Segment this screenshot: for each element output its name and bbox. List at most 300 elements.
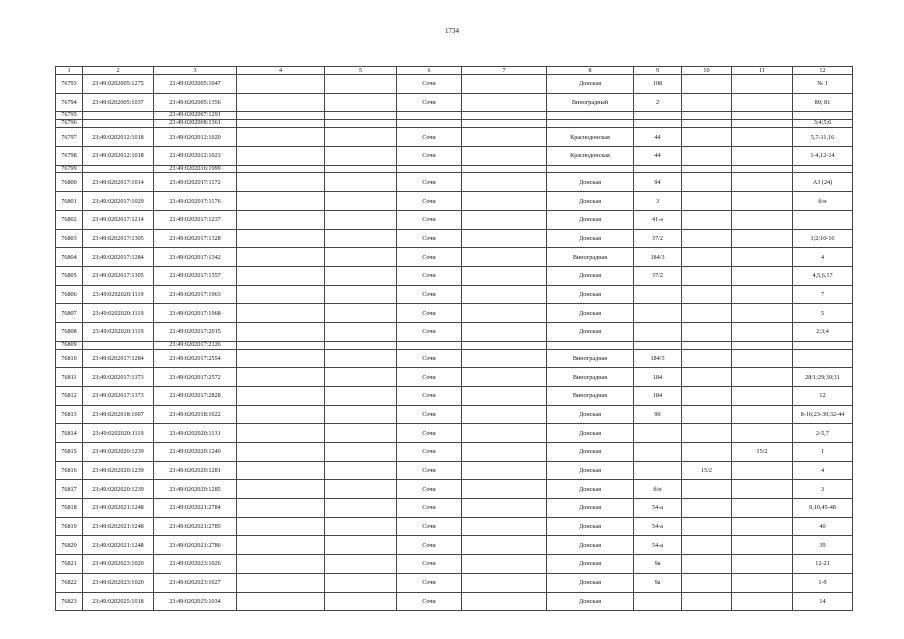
column-header: 3 [154, 67, 237, 75]
cadastral-number-cell: 23:49:0202005:1047 [154, 75, 237, 94]
column-header: 9 [634, 67, 682, 75]
column-11-cell [732, 285, 793, 304]
column-11-cell [732, 210, 793, 229]
street-cell [547, 341, 634, 349]
city-cell: Сочи [397, 93, 462, 112]
city-cell: Сочи [397, 322, 462, 341]
column-7-cell [462, 349, 547, 368]
street-cell: Донская [547, 322, 634, 341]
column-10-cell [682, 536, 732, 555]
premises-numbers-cell: 1 [793, 443, 853, 462]
house-number-cell: 184 [634, 386, 682, 405]
house-number-cell: 9а [634, 555, 682, 574]
column-10-cell [682, 146, 732, 165]
column-10-cell [682, 210, 732, 229]
city-cell: Сочи [397, 424, 462, 443]
house-number-cell [634, 443, 682, 462]
table-row [56, 120, 853, 128]
table-row [56, 424, 853, 443]
street-cell: Донская [547, 304, 634, 323]
column-11-cell [732, 248, 793, 267]
parent-cadastral-number-cell: 23:49:0202021:1248 [83, 499, 154, 518]
column-11-cell [732, 266, 793, 285]
row-number-cell: 76810 [56, 349, 83, 368]
column-5-cell [325, 405, 397, 424]
column-number-row [56, 67, 853, 75]
premises-numbers-cell: 12-21 [793, 555, 853, 574]
column-5-cell [325, 536, 397, 555]
row-number-cell: 76811 [56, 368, 83, 387]
row-number-cell: 76808 [56, 322, 83, 341]
column-10-cell [682, 592, 732, 611]
column-5-cell [325, 480, 397, 499]
column-11-cell [732, 424, 793, 443]
row-number-cell: 76796 [56, 120, 83, 128]
parent-cadastral-number-cell: 23:49:0202012:1018 [83, 128, 154, 147]
street-cell: Донская [547, 405, 634, 424]
column-4-cell [237, 555, 325, 574]
table-row [56, 112, 853, 120]
column-10-cell [682, 120, 732, 128]
column-header: 7 [462, 67, 547, 75]
house-number-cell [634, 592, 682, 611]
house-number-cell: 108 [634, 75, 682, 94]
column-4-cell [237, 192, 325, 211]
column-10-cell [682, 443, 732, 462]
city-cell: Сочи [397, 443, 462, 462]
city-cell: Сочи [397, 285, 462, 304]
column-11-cell [732, 405, 793, 424]
row-number-cell: 76821 [56, 555, 83, 574]
column-11-cell [732, 112, 793, 120]
city-cell: Сочи [397, 266, 462, 285]
street-cell: Виноградная [547, 386, 634, 405]
cadastral-number-cell: 23:49:0202007:1291 [154, 112, 237, 120]
street-cell: Донская [547, 461, 634, 480]
table-row [56, 386, 853, 405]
parent-cadastral-number-cell: 23:49:0202017:1284 [83, 349, 154, 368]
cadastral-number-cell: 23:49:0202020:1131 [154, 424, 237, 443]
house-number-cell: б/н [634, 480, 682, 499]
premises-numbers-cell: б/н [793, 192, 853, 211]
column-7-cell [462, 592, 547, 611]
table-row [56, 480, 853, 499]
row-number-cell: 76819 [56, 517, 83, 536]
city-cell [397, 120, 462, 128]
column-4-cell [237, 443, 325, 462]
cadastral-number-cell: 23:49:0202017:1963 [154, 285, 237, 304]
parent-cadastral-number-cell: 23:49:0202017:1014 [83, 173, 154, 192]
column-5-cell [325, 424, 397, 443]
column-5-cell [325, 349, 397, 368]
row-number-cell: 76820 [56, 536, 83, 555]
column-4-cell [237, 499, 325, 518]
row-number-cell: 76809 [56, 341, 83, 349]
column-5-cell [325, 341, 397, 349]
column-10-cell [682, 386, 732, 405]
house-number-cell: 54-а [634, 536, 682, 555]
premises-numbers-cell: 8-16;23-30;32-44 [793, 405, 853, 424]
premises-numbers-cell: 9,10,45-48 [793, 499, 853, 518]
column-11-cell [732, 517, 793, 536]
column-10-cell [682, 248, 732, 267]
column-4-cell [237, 120, 325, 128]
house-number-cell: 184 [634, 368, 682, 387]
table-row [56, 210, 853, 229]
cadastral-number-cell: 23:49:0202021:2785 [154, 517, 237, 536]
column-10-cell [682, 229, 732, 248]
column-5-cell [325, 128, 397, 147]
cadastral-number-cell: 23:49:0202017:1328 [154, 229, 237, 248]
cadastral-number-cell: 23:49:0202020:1285 [154, 480, 237, 499]
row-number-cell: 76814 [56, 424, 83, 443]
premises-numbers-cell: 5 [793, 304, 853, 323]
table-row [56, 93, 853, 112]
column-5-cell [325, 165, 397, 173]
row-number-cell: 76798 [56, 146, 83, 165]
parent-cadastral-number-cell: 23:49:0202020:1119 [83, 304, 154, 323]
column-4-cell [237, 349, 325, 368]
column-10-cell [682, 573, 732, 592]
city-cell [397, 165, 462, 173]
parent-cadastral-number-cell: 23:49:0202025:1018 [83, 592, 154, 611]
column-5-cell [325, 120, 397, 128]
parent-cadastral-number-cell: 23:49:0202021:1248 [83, 536, 154, 555]
premises-numbers-cell: 80; 81 [793, 93, 853, 112]
column-10-cell: 15/2 [682, 461, 732, 480]
column-5-cell [325, 555, 397, 574]
premises-numbers-cell: 4 [793, 461, 853, 480]
premises-numbers-cell [793, 341, 853, 349]
column-10-cell [682, 192, 732, 211]
column-header: 4 [237, 67, 325, 75]
street-cell: Донская [547, 499, 634, 518]
premises-numbers-cell: 39 [793, 536, 853, 555]
column-11-cell [732, 536, 793, 555]
house-number-cell: 37/2 [634, 266, 682, 285]
column-7-cell [462, 461, 547, 480]
street-cell: Донская [547, 266, 634, 285]
column-11-cell [732, 499, 793, 518]
city-cell: Сочи [397, 210, 462, 229]
parent-cadastral-number-cell: 23:49:0202020:1119 [83, 424, 154, 443]
street-cell: Донская [547, 573, 634, 592]
house-number-cell [634, 285, 682, 304]
column-7-cell [462, 93, 547, 112]
premises-numbers-cell [793, 349, 853, 368]
row-number-cell: 76813 [56, 405, 83, 424]
column-4-cell [237, 304, 325, 323]
row-number-cell: 76806 [56, 285, 83, 304]
parent-cadastral-number-cell: 23:49:0202021:1248 [83, 517, 154, 536]
city-cell: Сочи [397, 349, 462, 368]
column-7-cell [462, 146, 547, 165]
column-10-cell [682, 517, 732, 536]
column-7-cell [462, 304, 547, 323]
column-11-cell [732, 349, 793, 368]
house-number-cell [634, 304, 682, 323]
parent-cadastral-number-cell [83, 165, 154, 173]
parent-cadastral-number-cell: 23:49:0202017:1373 [83, 368, 154, 387]
column-7-cell [462, 368, 547, 387]
street-cell: Донская [547, 480, 634, 499]
cadastral-number-cell: 23:49:0202017:1172 [154, 173, 237, 192]
column-5-cell [325, 146, 397, 165]
column-4-cell [237, 266, 325, 285]
house-number-cell: 184/3 [634, 248, 682, 267]
table-row [56, 592, 853, 611]
street-cell: Донская [547, 517, 634, 536]
city-cell: Сочи [397, 304, 462, 323]
column-11-cell [732, 573, 793, 592]
column-4-cell [237, 341, 325, 349]
table-row [56, 304, 853, 323]
column-7-cell [462, 443, 547, 462]
column-10-cell [682, 112, 732, 120]
table-row [56, 499, 853, 518]
column-header: 8 [547, 67, 634, 75]
row-number-cell: 76812 [56, 386, 83, 405]
column-7-cell [462, 341, 547, 349]
table-row [56, 229, 853, 248]
street-cell: Донская [547, 229, 634, 248]
column-4-cell [237, 165, 325, 173]
table-row [56, 266, 853, 285]
parent-cadastral-number-cell: 23:49:0202017:1284 [83, 248, 154, 267]
city-cell: Сочи [397, 405, 462, 424]
column-11-cell [732, 75, 793, 94]
column-11-cell [732, 480, 793, 499]
column-header: 12 [793, 67, 853, 75]
table-row [56, 536, 853, 555]
column-7-cell [462, 266, 547, 285]
column-4-cell [237, 322, 325, 341]
row-number-cell: 76816 [56, 461, 83, 480]
table-row [56, 405, 853, 424]
column-7-cell [462, 75, 547, 94]
column-header: 6 [397, 67, 462, 75]
parent-cadastral-number-cell: 23:49:0202017:1305 [83, 229, 154, 248]
column-7-cell [462, 173, 547, 192]
city-cell [397, 112, 462, 120]
city-cell: Сочи [397, 386, 462, 405]
column-4-cell [237, 368, 325, 387]
parent-cadastral-number-cell: 23:49:0202018:1007 [83, 405, 154, 424]
column-10-cell [682, 555, 732, 574]
table-row [56, 322, 853, 341]
street-cell: Донская [547, 173, 634, 192]
cadastral-number-cell: 23:49:0202017:2828 [154, 386, 237, 405]
cadastral-number-cell: 23:49:0202008:1361 [154, 120, 237, 128]
city-cell: Сочи [397, 192, 462, 211]
row-number-cell: 76803 [56, 229, 83, 248]
premises-numbers-cell: 4 [793, 248, 853, 267]
column-10-cell [682, 75, 732, 94]
column-4-cell [237, 592, 325, 611]
row-number-cell: 76818 [56, 499, 83, 518]
parent-cadastral-number-cell: 23:49:0202017:1373 [83, 386, 154, 405]
cadastral-number-cell: 23:49:0202016:1999 [154, 165, 237, 173]
premises-numbers-cell: № 1 [793, 75, 853, 94]
premises-numbers-cell: А3 (24) [793, 173, 853, 192]
column-5-cell [325, 592, 397, 611]
row-number-cell: 76793 [56, 75, 83, 94]
table-row [56, 192, 853, 211]
row-number-cell: 76822 [56, 573, 83, 592]
parent-cadastral-number-cell: 23:49:0202023:1020 [83, 555, 154, 574]
column-4-cell [237, 229, 325, 248]
column-11-cell [732, 173, 793, 192]
column-4-cell [237, 248, 325, 267]
column-header: 10 [682, 67, 732, 75]
cadastral-number-cell: 23:49:0202005:1356 [154, 93, 237, 112]
column-10-cell [682, 405, 732, 424]
parent-cadastral-number-cell: 23:49:0202020:1119 [83, 285, 154, 304]
column-7-cell [462, 424, 547, 443]
table-row [56, 165, 853, 173]
street-cell [547, 165, 634, 173]
house-number-cell [634, 165, 682, 173]
house-number-cell: 54-а [634, 517, 682, 536]
column-5-cell [325, 112, 397, 120]
column-10-cell [682, 285, 732, 304]
parent-cadastral-number-cell: 23:49:0202023:1020 [83, 573, 154, 592]
column-5-cell [325, 368, 397, 387]
table-row [56, 461, 853, 480]
city-cell: Сочи [397, 461, 462, 480]
premises-numbers-cell: 14 [793, 592, 853, 611]
column-11-cell [732, 229, 793, 248]
column-4-cell [237, 128, 325, 147]
column-11-cell [732, 304, 793, 323]
parent-cadastral-number-cell: 23:49:0202017:1214 [83, 210, 154, 229]
column-10-cell [682, 480, 732, 499]
column-4-cell [237, 461, 325, 480]
house-number-cell: 37/2 [634, 229, 682, 248]
cadastral-number-cell: 23:49:0202017:2015 [154, 322, 237, 341]
cadastral-number-cell: 23:49:0202012:1023 [154, 146, 237, 165]
column-11-cell [732, 322, 793, 341]
column-11-cell [732, 592, 793, 611]
premises-numbers-cell: 5,7-11,16 [793, 128, 853, 147]
parent-cadastral-number-cell: 23:49:0202020:1239 [83, 480, 154, 499]
column-5-cell [325, 322, 397, 341]
column-4-cell [237, 386, 325, 405]
column-10-cell [682, 173, 732, 192]
table-row [56, 555, 853, 574]
house-number-cell: 41-а [634, 210, 682, 229]
row-number-cell: 76823 [56, 592, 83, 611]
parent-cadastral-number-cell [83, 120, 154, 128]
column-7-cell [462, 386, 547, 405]
street-cell: Донская [547, 592, 634, 611]
house-number-cell: 54-а [634, 499, 682, 518]
street-cell: Донская [547, 536, 634, 555]
column-7-cell [462, 229, 547, 248]
parent-cadastral-number-cell: 23:49:0202020:1239 [83, 443, 154, 462]
premises-numbers-cell: 3;4;5;6 [793, 120, 853, 128]
street-cell: Донская [547, 424, 634, 443]
table-row [56, 128, 853, 147]
row-number-cell: 76800 [56, 173, 83, 192]
column-5-cell [325, 93, 397, 112]
cadastral-number-cell: 23:49:0202020:1281 [154, 461, 237, 480]
street-cell: Донская [547, 285, 634, 304]
parent-cadastral-number-cell [83, 341, 154, 349]
page-number: 1734 [445, 27, 459, 35]
column-7-cell [462, 128, 547, 147]
city-cell: Сочи [397, 248, 462, 267]
cadastral-number-cell: 23:49:0202023:1027 [154, 573, 237, 592]
column-11-cell [732, 128, 793, 147]
house-number-cell: 3 [634, 192, 682, 211]
city-cell: Сочи [397, 480, 462, 499]
column-5-cell [325, 304, 397, 323]
column-4-cell [237, 93, 325, 112]
column-10-cell [682, 93, 732, 112]
table-row [56, 248, 853, 267]
table-row [56, 341, 853, 349]
table-row [56, 173, 853, 192]
street-cell: Донская [547, 192, 634, 211]
column-7-cell [462, 573, 547, 592]
column-5-cell [325, 229, 397, 248]
premises-numbers-cell: 2;3;4 [793, 322, 853, 341]
street-cell: Донская [547, 443, 634, 462]
column-7-cell [462, 248, 547, 267]
street-cell: Краснодонская [547, 128, 634, 147]
parent-cadastral-number-cell: 23:49:0202020:1239 [83, 461, 154, 480]
street-cell: Виноградная [547, 349, 634, 368]
table-row [56, 146, 853, 165]
cadastral-number-cell: 23:49:0202017:1968 [154, 304, 237, 323]
house-number-cell [634, 461, 682, 480]
column-5-cell [325, 386, 397, 405]
cadastral-number-cell: 23:49:0202020:1240 [154, 443, 237, 462]
cadastral-number-cell: 23:49:0202023:1026 [154, 555, 237, 574]
column-header: 2 [83, 67, 154, 75]
city-cell: Сочи [397, 75, 462, 94]
column-10-cell [682, 165, 732, 173]
row-number-cell: 76801 [56, 192, 83, 211]
city-cell: Сочи [397, 368, 462, 387]
street-cell: Виноградный [547, 93, 634, 112]
cadastral-number-cell: 23:49:0202017:2126 [154, 341, 237, 349]
house-number-cell: 94 [634, 173, 682, 192]
registry-table [55, 66, 853, 611]
city-cell: Сочи [397, 499, 462, 518]
column-7-cell [462, 112, 547, 120]
street-cell [547, 120, 634, 128]
street-cell [547, 112, 634, 120]
column-4-cell [237, 210, 325, 229]
premises-numbers-cell: 3 [793, 480, 853, 499]
parent-cadastral-number-cell: 23:49:0202005:1275 [83, 75, 154, 94]
column-4-cell [237, 536, 325, 555]
column-11-cell [732, 93, 793, 112]
row-number-cell: 76817 [56, 480, 83, 499]
premises-numbers-cell: 4,5,6,17 [793, 266, 853, 285]
column-11-cell [732, 146, 793, 165]
column-4-cell [237, 405, 325, 424]
column-5-cell [325, 210, 397, 229]
column-10-cell [682, 304, 732, 323]
cadastral-number-cell: 23:49:0202017:2572 [154, 368, 237, 387]
premises-numbers-cell [793, 112, 853, 120]
street-cell: Виноградная [547, 368, 634, 387]
column-11-cell: 15/2 [732, 443, 793, 462]
column-7-cell [462, 322, 547, 341]
